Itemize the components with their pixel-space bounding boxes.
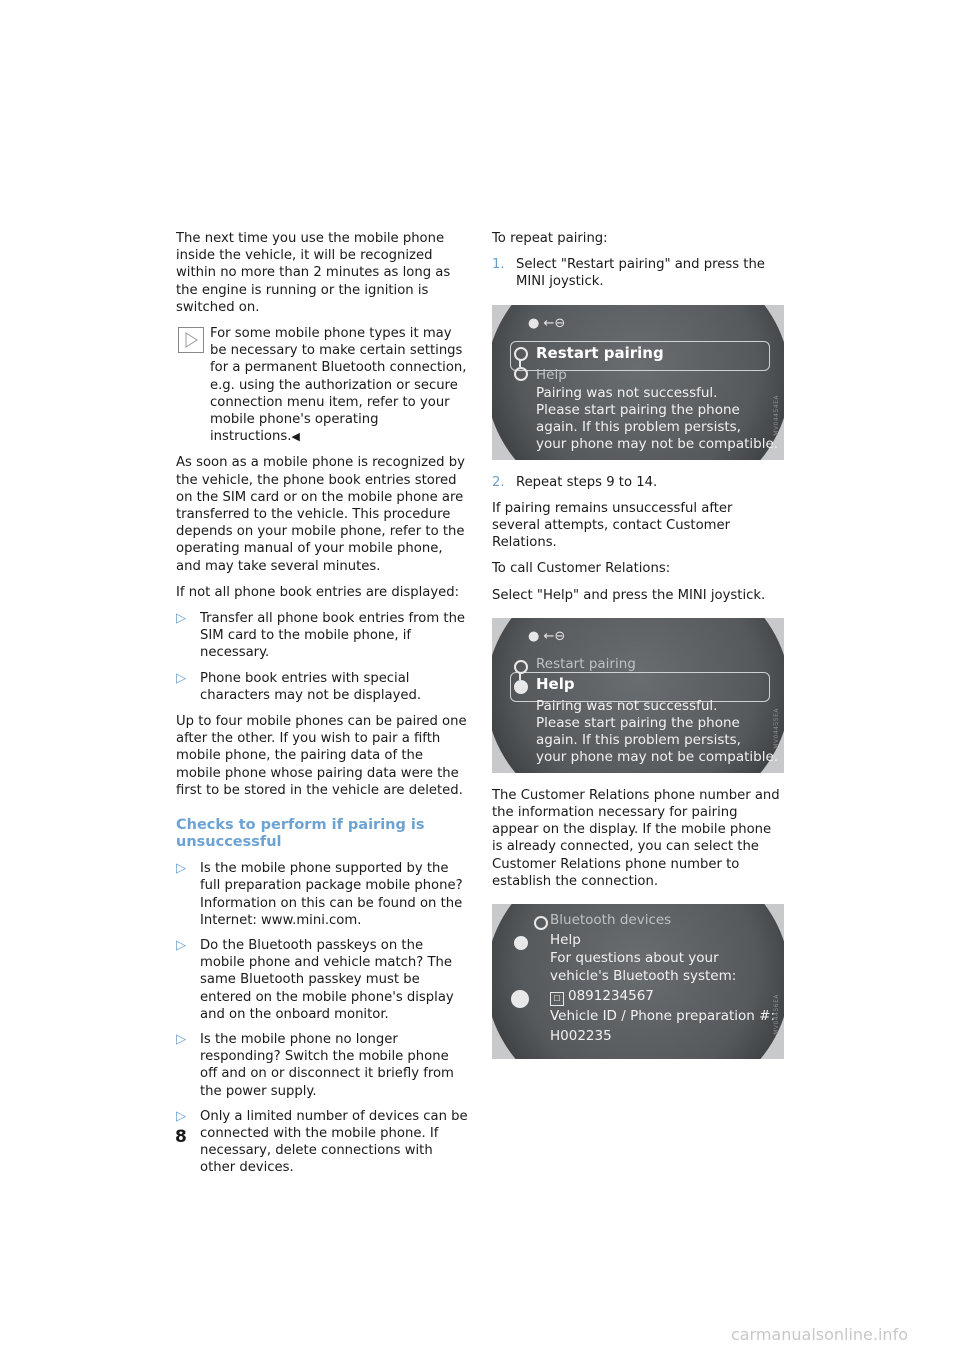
screen-text-line: Pairing was not successful.: [536, 384, 718, 401]
menu-item-help: Help: [536, 366, 567, 383]
list-item: ▷ Transfer all phone book entries from the SIM card to the mobile phone, if necessary.: [176, 611, 466, 661]
bullet-triangle-icon: ▷: [176, 861, 187, 877]
screen-text-line: your phone may not be compatible.: [536, 435, 779, 452]
phone-icon: ☐: [550, 992, 564, 1006]
customer-relations-paragraph: The Customer Relations phone number and the information necessary for pairing appear on the display. If the mobile phone is already connected, you can select the Customer Relations phone number to establish the connection.: [492, 787, 780, 889]
screen-content: [492, 305, 784, 460]
end-mark-icon: ◀: [291, 430, 300, 444]
screen-text-line: your phone may not be compatible.: [536, 748, 779, 765]
controller-dot-icon: [514, 367, 528, 381]
list-item: ▷ Phone book entries with special characters may not be displayed.: [176, 670, 422, 703]
menu-item-help: Help: [536, 674, 575, 693]
sim-paragraph: As soon as a mobile phone is recognized by the vehicle, the phone book entries stored on the SIM card or on the mobile phone are transferred to the vehicle. This procedure depends on your mobile phone, refer to the operating manual of your mobile phone, and may take several minutes.: [176, 455, 465, 574]
unsuccessful-paragraph: If pairing remains unsuccessful after several attempts, contact Customer Relations.: [492, 500, 733, 551]
note-triangle-icon: [178, 327, 204, 353]
list-item: ▷ Is the mobile phone no longer responding? Switch the mobile phone off and on or disconnect it briefly from the power supply.: [176, 1031, 454, 1099]
bullet-triangle-icon: ▷: [176, 937, 187, 953]
phonebook-list: [176, 610, 468, 704]
page-number: 8: [175, 1127, 187, 1147]
screen-bluetooth-help: [492, 904, 784, 1059]
bullet-triangle-icon: ▷: [176, 1031, 187, 1047]
bullet-triangle-icon: ▷: [176, 670, 187, 686]
menu-item-restart-pairing: Restart pairing: [536, 655, 636, 672]
four-phones-paragraph: Up to four mobile phones can be paired one after the other. If you wish to pair a fifth mobile phone, the pairing data of the mobile phone whose pairing data were the first to be stored in the vehicle are deleted.: [176, 714, 467, 798]
section-heading: Checks to perform if pairing is unsuccessful: [176, 817, 425, 851]
screen-text-line: vehicle's Bluetooth system:: [550, 968, 737, 985]
image-code: MV04455EA: [773, 707, 780, 749]
controller-dot-icon: [511, 990, 529, 1008]
checks-list: [176, 860, 468, 1176]
screen-content: [492, 618, 784, 773]
menu-item-help: Help: [550, 932, 581, 949]
step-number: 2.: [492, 474, 505, 490]
controller-dot-icon: [514, 936, 528, 950]
steps-list-1: [492, 256, 784, 290]
left-column: [176, 230, 468, 1186]
menu-item-bluetooth-devices: Bluetooth devices: [550, 912, 672, 929]
right-column: [492, 230, 784, 1073]
screen-restart-pairing: [492, 305, 784, 460]
screen-text-line: Please start pairing the phone: [536, 714, 740, 731]
screen-text-line: Please start pairing the phone: [536, 401, 740, 418]
phonebook-paragraph: If not all phone book entries are displayed:: [176, 584, 460, 600]
back-arrow-icon: ● ←⊖: [528, 628, 566, 644]
select-help-paragraph: Select "Help" and press the MINI joystick.: [492, 587, 766, 603]
list-item: ▷ Do the Bluetooth passkeys on the mobile phone and vehicle match? The same Bluetooth passkey must be entered on the mobile phone's display and on the onboard monitor.: [176, 937, 454, 1022]
menu-item-restart-pairing: Restart pairing: [536, 343, 664, 362]
image-code: MV04456EA: [773, 994, 780, 1035]
screen-text-line: H002235: [550, 1028, 612, 1045]
screen-text-line: For questions about your: [550, 950, 719, 967]
watermark: carmanualsonline.info: [730, 1325, 908, 1344]
bullet-triangle-icon: ▷: [176, 1108, 187, 1124]
screen-text-line: Vehicle ID / Phone preparation #:: [550, 1008, 775, 1025]
note-paragraph: [176, 325, 468, 445]
note-text: For some mobile phone types it may be necessary to make certain settings for a permanent Bluetooth connection, e.g. using the authorization or secure connection menu item, refer to your mobile phone's operating instructions.◀: [210, 326, 467, 445]
back-arrow-icon: ● ←⊖: [528, 315, 566, 331]
screen-text-line: again. If this problem persists,: [536, 418, 741, 435]
intro-paragraph: The next time you use the mobile phone inside the vehicle, it will be recognized within no more than 2 minutes as long as the engine is running or the ignition is switched on.: [176, 231, 451, 315]
phone-number-line: ☐ 0891234567: [550, 988, 654, 1006]
step-item: 2. Repeat steps 9 to 14.: [492, 474, 658, 490]
screen-content: [492, 904, 784, 1059]
bullet-triangle-icon: ▷: [176, 611, 187, 627]
repeat-intro: To repeat pairing:: [492, 231, 608, 246]
image-code: MV04454EA: [773, 394, 780, 436]
controller-dot-icon: [514, 660, 528, 674]
call-paragraph: To call Customer Relations:: [492, 561, 671, 577]
list-item: ▷ Is the mobile phone supported by the full preparation package mobile phone? Information on this can be found on the Internet: www.mini.com.: [176, 861, 463, 928]
step-item: 1. Select "Restart pairing" and press the MINI joystick.: [492, 257, 765, 290]
bluetooth-icon: [534, 916, 548, 930]
screen-text-line: Pairing was not successful.: [536, 697, 718, 714]
list-item: ▷ Only a limited number of devices can be connected with the mobile phone. If necessary, delete connections with other devices.: [176, 1108, 468, 1176]
steps-list-2: [492, 474, 784, 491]
controller-dot-icon: [514, 347, 528, 361]
screen-text-line: again. If this problem persists,: [536, 731, 741, 748]
controller-dot-icon: [514, 680, 528, 694]
step-number: 1.: [492, 257, 505, 273]
screen-help: [492, 618, 784, 773]
